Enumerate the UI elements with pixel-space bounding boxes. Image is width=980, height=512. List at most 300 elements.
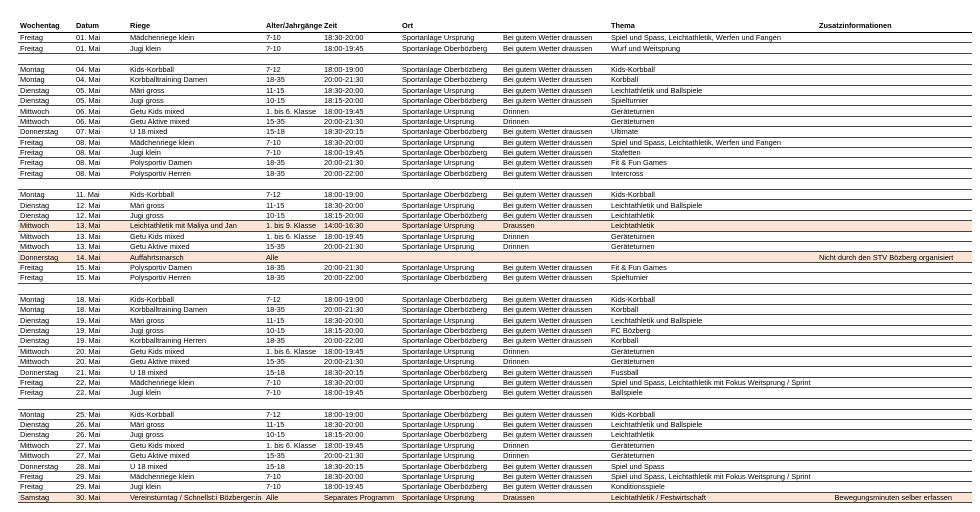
spacer-cell — [400, 398, 501, 409]
cell-wetter: Bei gutem Wetter draussen — [501, 325, 609, 335]
spacer-cell — [501, 398, 609, 409]
cell-datum: 29. Mai — [74, 482, 128, 492]
cell-thema: Stafetten — [609, 147, 817, 157]
cell-wetter: Bei gutem Wetter draussen — [501, 85, 609, 95]
spacer-cell — [128, 283, 264, 294]
table-row — [18, 252, 972, 262]
cell-ort: Sportanlage Ursprung — [400, 346, 501, 356]
cell-wetter: Bei gutem Wetter draussen — [501, 367, 609, 377]
header-zeit: Zeit — [322, 19, 400, 33]
cell-ort: Sportanlage Oberbözberg — [400, 190, 501, 200]
cell-wetter: Bei gutem Wetter draussen — [501, 430, 609, 440]
cell-zusatzinformationen — [817, 116, 972, 126]
table-row — [18, 242, 972, 252]
cell-datum: 12. Mai — [74, 200, 128, 210]
cell-thema: Leichtathletik — [609, 430, 817, 440]
cell-alter: 1. bis 6. Klasse — [264, 440, 322, 450]
cell-alter: Alle — [264, 492, 322, 502]
cell-zeit: 20:00-21:30 — [322, 75, 400, 85]
cell-datum: 22. Mai — [74, 388, 128, 398]
cell-wetter: Bei gutem Wetter draussen — [501, 377, 609, 387]
cell-zusatzinformationen — [817, 200, 972, 210]
cell-wochentag: Mittwoch — [18, 451, 74, 461]
header-datum: Datum — [74, 19, 128, 33]
header-ort: Ort — [400, 19, 501, 33]
cell-zusatzinformationen — [817, 325, 972, 335]
cell-riege: Polysportiv Herren — [128, 168, 264, 178]
cell-ort: Sportanlage Oberbözberg — [400, 147, 501, 157]
cell-wochentag: Montag — [18, 75, 74, 85]
cell-thema: Spielturnier — [609, 273, 817, 283]
cell-ort: Sportanlage Oberbözberg — [400, 482, 501, 492]
table-row — [18, 482, 972, 492]
table-row — [18, 231, 972, 241]
cell-thema: Korbball — [609, 336, 817, 346]
cell-zeit: 20:00-22:00 — [322, 168, 400, 178]
cell-alter: 18-35 — [264, 168, 322, 178]
cell-ort: Sportanlage Ursprung — [400, 315, 501, 325]
cell-alter: 1. bis 9. Klasse — [264, 221, 322, 231]
table-row — [18, 388, 972, 398]
cell-ort: Sportanlage Ursprung — [400, 200, 501, 210]
table-row — [18, 461, 972, 471]
table-row — [18, 492, 972, 502]
cell-thema: Korbball — [609, 75, 817, 85]
cell-ort: Sportanlage Ursprung — [400, 116, 501, 126]
cell-wochentag: Mittwoch — [18, 116, 74, 126]
cell-zusatzinformationen — [817, 137, 972, 147]
spacer-cell — [322, 398, 400, 409]
cell-zusatzinformationen — [817, 75, 972, 85]
table-row — [18, 33, 972, 43]
header-zusatzinformationen: Zusatzinformationen — [817, 19, 972, 33]
cell-zusatzinformationen — [817, 147, 972, 157]
cell-thema: Geräteturnen — [609, 231, 817, 241]
cell-datum: 14. Mai — [74, 252, 128, 262]
cell-wochentag: Montag — [18, 190, 74, 200]
cell-wetter: Bei gutem Wetter draussen — [501, 273, 609, 283]
cell-riege: Märi gross — [128, 200, 264, 210]
cell-ort: Sportanlage Oberbözberg — [400, 95, 501, 105]
table-row — [18, 315, 972, 325]
cell-zeit: 18:15-20:00 — [322, 325, 400, 335]
table-row — [18, 419, 972, 429]
cell-zeit: 20:00-21:30 — [322, 304, 400, 314]
schedule-sheet — [18, 19, 972, 503]
cell-thema: Konditionsspiele — [609, 482, 817, 492]
cell-wetter: Bei gutem Wetter draussen — [501, 304, 609, 314]
cell-riege: Getu Kids mixed — [128, 440, 264, 450]
cell-zusatzinformationen — [817, 64, 972, 74]
cell-datum: 13. Mai — [74, 221, 128, 231]
header-wochentag: Wochentag — [18, 19, 74, 33]
cell-wochentag: Freitag — [18, 471, 74, 481]
spacer-cell — [322, 283, 400, 294]
cell-wochentag: Dienstag — [18, 200, 74, 210]
cell-riege: Mädchenriege klein — [128, 33, 264, 43]
table-row — [18, 451, 972, 461]
cell-riege: Kids-Korbball — [128, 294, 264, 304]
cell-wochentag: Mittwoch — [18, 440, 74, 450]
cell-zusatzinformationen — [817, 346, 972, 356]
cell-riege: Getu Kids mixed — [128, 231, 264, 241]
spacer-cell — [817, 398, 972, 409]
cell-wetter: Bei gutem Wetter draussen — [501, 482, 609, 492]
cell-datum: 06. Mai — [74, 116, 128, 126]
spacer-cell — [609, 53, 817, 64]
cell-zusatzinformationen — [817, 210, 972, 220]
cell-wochentag: Freitag — [18, 43, 74, 53]
cell-wochentag: Samstag — [18, 492, 74, 502]
cell-zeit: 18:00-19:45 — [322, 43, 400, 53]
cell-alter: 7-12 — [264, 294, 322, 304]
cell-wetter: Drinnen — [501, 116, 609, 126]
cell-zeit: 18:00-19:45 — [322, 231, 400, 241]
cell-datum: 20. Mai — [74, 346, 128, 356]
cell-wetter: Bei gutem Wetter draussen — [501, 147, 609, 157]
cell-wetter: Bei gutem Wetter draussen — [501, 471, 609, 481]
cell-thema: Geräteturnen — [609, 346, 817, 356]
spacer-cell — [264, 53, 322, 64]
cell-thema: Leichtathletik — [609, 221, 817, 231]
cell-ort: Sportanlage Oberbözberg — [400, 168, 501, 178]
cell-zusatzinformationen — [817, 127, 972, 137]
spacer-cell — [501, 179, 609, 190]
cell-alter: 18-35 — [264, 273, 322, 283]
cell-datum: 04. Mai — [74, 75, 128, 85]
table-row — [18, 200, 972, 210]
cell-riege: Jugi gross — [128, 430, 264, 440]
cell-datum: 13. Mai — [74, 242, 128, 252]
cell-wochentag: Dienstag — [18, 315, 74, 325]
cell-ort: Sportanlage Ursprung — [400, 419, 501, 429]
cell-riege: Märi gross — [128, 419, 264, 429]
cell-wochentag: Montag — [18, 294, 74, 304]
cell-zeit: 18:00-19:00 — [322, 294, 400, 304]
cell-wochentag: Freitag — [18, 377, 74, 387]
schedule-body — [18, 33, 972, 503]
cell-thema: Spiel und Spass — [609, 461, 817, 471]
header-riege: Riege — [128, 19, 264, 33]
cell-ort: Sportanlage Oberbözberg — [400, 210, 501, 220]
spacer-cell — [18, 283, 74, 294]
table-row — [18, 106, 972, 116]
cell-datum: 08. Mai — [74, 168, 128, 178]
cell-wochentag: Mittwoch — [18, 221, 74, 231]
cell-zeit: 18:30-20:00 — [322, 377, 400, 387]
cell-wochentag: Dienstag — [18, 336, 74, 346]
cell-thema: Ultimate — [609, 127, 817, 137]
cell-alter: 15-35 — [264, 116, 322, 126]
table-row — [18, 43, 972, 53]
cell-riege: Jugi klein — [128, 388, 264, 398]
spacer-cell — [74, 53, 128, 64]
cell-alter: 15-35 — [264, 451, 322, 461]
spacer-cell — [609, 283, 817, 294]
cell-wetter: Drinnen — [501, 242, 609, 252]
cell-zeit: 20:00-22:00 — [322, 336, 400, 346]
spacer-cell — [264, 283, 322, 294]
cell-ort: Sportanlage Ursprung — [400, 85, 501, 95]
spacer-cell — [18, 398, 74, 409]
cell-ort: Sportanlage Oberbözberg — [400, 127, 501, 137]
table-row — [18, 147, 972, 157]
table-row — [18, 346, 972, 356]
cell-zeit: Separates Programm — [322, 492, 400, 502]
table-row — [18, 210, 972, 220]
cell-datum: 06. Mai — [74, 106, 128, 116]
spacer-cell — [817, 283, 972, 294]
spacer-cell — [501, 283, 609, 294]
cell-zusatzinformationen — [817, 430, 972, 440]
cell-zeit: 18:30-20:00 — [322, 471, 400, 481]
spacer-cell — [74, 179, 128, 190]
spacer-cell — [817, 53, 972, 64]
cell-wochentag: Dienstag — [18, 210, 74, 220]
cell-datum: 28. Mai — [74, 461, 128, 471]
cell-riege: Getu Kids mixed — [128, 346, 264, 356]
cell-ort: Sportanlage Ursprung — [400, 33, 501, 43]
cell-riege: U 18 mixed — [128, 461, 264, 471]
table-row — [18, 85, 972, 95]
cell-ort: Sportanlage Oberbözberg — [400, 75, 501, 85]
cell-zusatzinformationen — [817, 106, 972, 116]
cell-thema: Leichtathletik und Ballspiele — [609, 85, 817, 95]
table-row — [18, 336, 972, 346]
cell-wochentag: Dienstag — [18, 85, 74, 95]
cell-zusatzinformationen — [817, 356, 972, 366]
cell-wetter: Bei gutem Wetter draussen — [501, 210, 609, 220]
cell-datum: 26. Mai — [74, 430, 128, 440]
table-row — [18, 137, 972, 147]
cell-alter: 11-15 — [264, 200, 322, 210]
table-row — [18, 116, 972, 126]
cell-riege: Jugi gross — [128, 95, 264, 105]
cell-riege: Korbballtraining Damen — [128, 75, 264, 85]
table-row — [18, 471, 972, 481]
cell-alter: 11-15 — [264, 419, 322, 429]
cell-zeit: 18:00-19:00 — [322, 190, 400, 200]
spacer-row — [18, 179, 972, 190]
cell-zeit: 18:00-19:45 — [322, 147, 400, 157]
cell-wochentag: Mittwoch — [18, 231, 74, 241]
cell-alter: 18-35 — [264, 262, 322, 272]
cell-zusatzinformationen — [817, 242, 972, 252]
spacer-cell — [74, 283, 128, 294]
cell-alter: 15-18 — [264, 127, 322, 137]
cell-zusatzinformationen — [817, 419, 972, 429]
cell-alter: 15-35 — [264, 242, 322, 252]
cell-thema: Fit & Fun Games — [609, 262, 817, 272]
cell-alter: 15-18 — [264, 367, 322, 377]
cell-datum: 20. Mai — [74, 356, 128, 366]
cell-ort: Sportanlage Oberbözberg — [400, 336, 501, 346]
cell-ort: Sportanlage Ursprung — [400, 221, 501, 231]
cell-datum: 01. Mai — [74, 33, 128, 43]
cell-thema: Wurf und Weitsprung — [609, 43, 817, 53]
spacer-cell — [400, 283, 501, 294]
cell-alter: 1. bis 6. Klasse — [264, 346, 322, 356]
cell-wetter: Drinnen — [501, 440, 609, 450]
cell-alter: 18-35 — [264, 158, 322, 168]
cell-zeit: 18:00-19:45 — [322, 388, 400, 398]
cell-zusatzinformationen — [817, 231, 972, 241]
cell-ort: Sportanlage Ursprung — [400, 158, 501, 168]
cell-zusatzinformationen — [817, 440, 972, 450]
cell-riege: Jugi gross — [128, 325, 264, 335]
cell-zeit: 18:30-20:00 — [322, 315, 400, 325]
header-wetter — [501, 19, 609, 33]
cell-alter: 7-12 — [264, 409, 322, 419]
cell-zeit: 18:00-19:45 — [322, 440, 400, 450]
cell-thema: Geräteturnen — [609, 440, 817, 450]
spacer-row — [18, 283, 972, 294]
table-row — [18, 127, 972, 137]
cell-zeit: 18:00-19:00 — [322, 64, 400, 74]
cell-datum: 27. Mai — [74, 440, 128, 450]
cell-ort: Sportanlage Ursprung — [400, 262, 501, 272]
cell-wetter — [501, 252, 609, 262]
cell-alter: 10-15 — [264, 210, 322, 220]
cell-datum: 22. Mai — [74, 377, 128, 387]
cell-zeit: 18:00-19:45 — [322, 106, 400, 116]
cell-datum: 05. Mai — [74, 85, 128, 95]
cell-ort: Sportanlage Ursprung — [400, 137, 501, 147]
cell-riege: Jugi klein — [128, 43, 264, 53]
cell-thema: Spiel und Spass, Leichtathletik, Werfen und Fangen — [609, 33, 817, 43]
cell-riege: Polysportiv Herren — [128, 273, 264, 283]
cell-riege: Jugi gross — [128, 210, 264, 220]
cell-riege: Kids-Korbball — [128, 409, 264, 419]
cell-riege: U 18 mixed — [128, 367, 264, 377]
cell-riege: Mädchenriege klein — [128, 137, 264, 147]
cell-thema: Leichtathletik und Ballspiele — [609, 315, 817, 325]
cell-zusatzinformationen — [817, 304, 972, 314]
cell-zusatzinformationen — [817, 409, 972, 419]
cell-ort: Sportanlage Ursprung — [400, 106, 501, 116]
cell-thema: Leichtathletik und Ballspiele — [609, 419, 817, 429]
spacer-cell — [128, 179, 264, 190]
spacer-cell — [609, 398, 817, 409]
spacer-cell — [18, 179, 74, 190]
table-row — [18, 190, 972, 200]
spacer-cell — [400, 179, 501, 190]
cell-wetter: Bei gutem Wetter draussen — [501, 75, 609, 85]
cell-alter: 11-15 — [264, 85, 322, 95]
spacer-cell — [817, 179, 972, 190]
cell-wetter: Bei gutem Wetter draussen — [501, 461, 609, 471]
cell-wochentag: Donnerstag — [18, 367, 74, 377]
cell-datum: 19. Mai — [74, 315, 128, 325]
cell-datum: 21. Mai — [74, 367, 128, 377]
cell-thema: Kids-Korbball — [609, 409, 817, 419]
spacer-cell — [322, 53, 400, 64]
cell-thema: Fit & Fun Games — [609, 158, 817, 168]
cell-wochentag: Freitag — [18, 273, 74, 283]
cell-wochentag: Montag — [18, 64, 74, 74]
cell-ort: Sportanlage Ursprung — [400, 492, 501, 502]
cell-alter: 15-18 — [264, 461, 322, 471]
cell-datum: 19. Mai — [74, 336, 128, 346]
cell-ort: Sportanlage Oberbözberg — [400, 273, 501, 283]
cell-zusatzinformationen — [817, 482, 972, 492]
cell-wetter: Bei gutem Wetter draussen — [501, 137, 609, 147]
table-row — [18, 304, 972, 314]
cell-riege: Vereinsturntag / Schnellst:i Bözberger:in — [128, 492, 264, 502]
cell-datum: 25. Mai — [74, 409, 128, 419]
cell-ort: Sportanlage Oberbözberg — [400, 43, 501, 53]
cell-ort: Sportanlage Oberbözberg — [400, 64, 501, 74]
cell-zeit: 18:15-20:00 — [322, 430, 400, 440]
cell-zeit: 20:00-21:30 — [322, 242, 400, 252]
cell-riege: Getu Aktive mixed — [128, 116, 264, 126]
cell-datum: 05. Mai — [74, 95, 128, 105]
cell-ort: Sportanlage Oberbözberg — [400, 461, 501, 471]
cell-wetter: Drinnen — [501, 346, 609, 356]
cell-zeit: 20:00-21:30 — [322, 451, 400, 461]
cell-riege: Korbballtraining Damen — [128, 304, 264, 314]
cell-ort: Sportanlage Ursprung — [400, 356, 501, 366]
cell-alter: 7-10 — [264, 137, 322, 147]
table-row — [18, 356, 972, 366]
header-row — [18, 19, 972, 33]
cell-wetter: Bei gutem Wetter draussen — [501, 190, 609, 200]
spacer-cell — [400, 53, 501, 64]
cell-datum: 07. Mai — [74, 127, 128, 137]
cell-wochentag: Dienstag — [18, 419, 74, 429]
table-row — [18, 75, 972, 85]
table-row — [18, 294, 972, 304]
cell-wochentag: Dienstag — [18, 95, 74, 105]
cell-wetter: Bei gutem Wetter draussen — [501, 64, 609, 74]
cell-alter: 7-12 — [264, 190, 322, 200]
cell-zeit: 18:30-20:00 — [322, 85, 400, 95]
cell-wetter: Drinnen — [501, 451, 609, 461]
cell-wetter: Drinnen — [501, 356, 609, 366]
spacer-cell — [264, 398, 322, 409]
cell-zusatzinformationen — [817, 294, 972, 304]
cell-wetter: Bei gutem Wetter draussen — [501, 158, 609, 168]
cell-thema: Kids-Korbball — [609, 294, 817, 304]
table-row — [18, 273, 972, 283]
cell-alter: 10-15 — [264, 95, 322, 105]
cell-wochentag: Donnerstag — [18, 461, 74, 471]
cell-zeit: 18:00-19:00 — [322, 409, 400, 419]
cell-alter: 7-10 — [264, 388, 322, 398]
cell-wochentag: Mittwoch — [18, 242, 74, 252]
cell-wochentag: Dienstag — [18, 325, 74, 335]
cell-ort: Sportanlage Oberbözberg — [400, 294, 501, 304]
cell-ort: Sportanlage Ursprung — [400, 471, 501, 481]
cell-ort: Sportanlage Oberbözberg — [400, 325, 501, 335]
cell-zusatzinformationen — [817, 190, 972, 200]
cell-riege: Getu Aktive mixed — [128, 242, 264, 252]
cell-wetter: Bei gutem Wetter draussen — [501, 409, 609, 419]
cell-datum: 08. Mai — [74, 137, 128, 147]
cell-datum: 18. Mai — [74, 304, 128, 314]
cell-zusatzinformationen — [817, 158, 972, 168]
cell-alter: 7-10 — [264, 471, 322, 481]
cell-riege: Getu Aktive mixed — [128, 451, 264, 461]
cell-datum: 11. Mai — [74, 190, 128, 200]
cell-zeit: 20:00-21:30 — [322, 262, 400, 272]
cell-zusatzinformationen — [817, 336, 972, 346]
spacer-cell — [18, 53, 74, 64]
table-row — [18, 64, 972, 74]
table-row — [18, 262, 972, 272]
cell-zeit: 18:30-20:15 — [322, 127, 400, 137]
cell-riege: Jugi klein — [128, 482, 264, 492]
